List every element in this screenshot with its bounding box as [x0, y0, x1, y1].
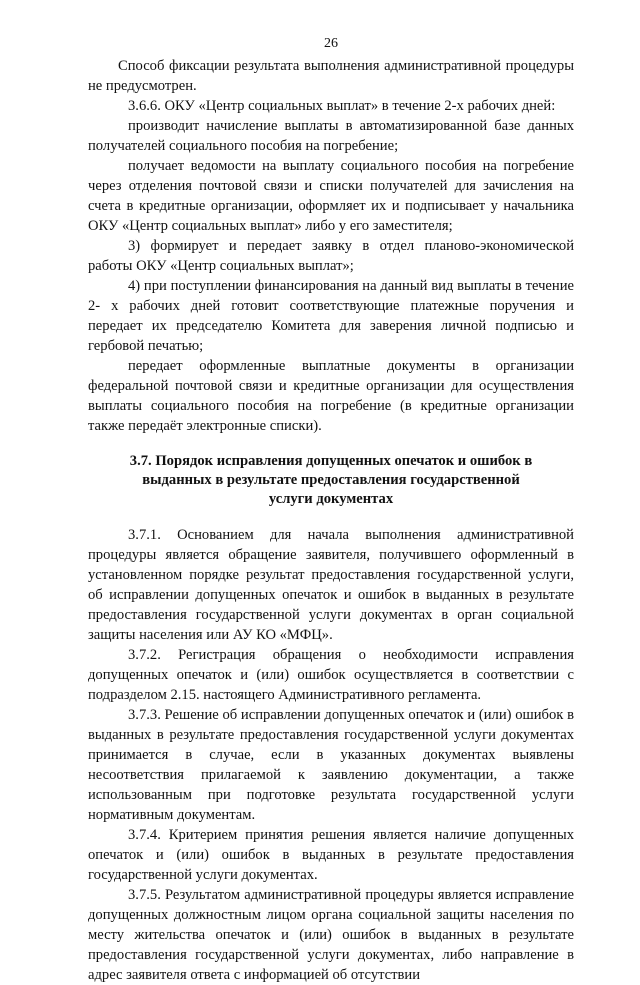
section-heading-line: выданных в результате предоставления государственной: [142, 472, 520, 488]
section-heading-line: услуги документах: [268, 491, 394, 507]
paragraph-receives-statements: получает ведомости на выплату социального пособия на погребение через отделения почтовой связи и списки получателей для зачисления на счета в кредитные организации, оформляет их и подписывает у начальника ОКУ «Центр социальных выплат» либо у его заместителя;: [88, 158, 574, 234]
paragraph-item-3: 3) формирует и передает заявку в отдел планово-экономической работы ОКУ «Центр социальных выплат»;: [88, 238, 574, 274]
paragraph-fixation-method: Способ фиксации результата выполнения административной процедуры не предусмотрен.: [88, 58, 574, 94]
paragraph-item-4: 4) при поступлении финансирования на данный вид выплаты в течение 2- х рабочих дней готовит соответствующие платежные поручения и передает их председателю Комитета для заверения личной подписью и гербовой печатью;: [88, 278, 574, 354]
paragraph-3-7-4: 3.7.4. Критерием принятия решения является наличие допущенных опечаток и (или) ошибок в выданных в результате предоставления государственной услуги документах.: [88, 827, 574, 883]
section-heading-3-7: [88, 452, 574, 509]
paragraph-3-7-5: 3.7.5. Результатом административной процедуры является исправление допущенных должностным лицом органа социальной защиты населения по месту жительства опечаток и (или) ошибок в выданных в результате предоставления государственной услуги документах, либо направление в адрес заявителя ответа с информацией об отсутствии: [88, 887, 574, 983]
paragraph-3-7-3: 3.7.3. Решение об исправлении допущенных опечаток и (или) ошибок в выданных в результате предоставления государственной услуги документах принимается в случае, если в указанных документах выявлены несоответствия прилагаемой к заявлению документации, а также использованным при подготовке результата государственной услуги нормативным документам.: [88, 707, 574, 823]
paragraph-3-7-1: 3.7.1. Основанием для начала выполнения административной процедуры является обращение заявителя, получившего оформленный в установленном порядке результат предоставления государственной услуги, об исправлении допущенных опечаток и ошибок в выданных в результате предоставления государственной услуги документах в орган социальной защиты населения или АУ КО «МФЦ».: [88, 527, 574, 643]
section-heading-line: 3.7. Порядок исправления допущенных опечаток и ошибок в: [129, 453, 533, 469]
paragraph-3-6-6: 3.6.6. ОКУ «Центр социальных выплат» в течение 2-х рабочих дней:: [128, 98, 556, 114]
paragraph-3-7-2: 3.7.2. Регистрация обращения о необходимости исправления допущенных опечаток и (или) ошибок осуществляется в соответствии с подразделом 2.15. настоящего Административного регламента.: [88, 647, 574, 703]
paragraph-transfers-documents: передает оформленные выплатные документы в организации федеральной почтовой связи и кредитные организации для осуществления выплаты социального пособия на погребение (в кредитные организации также передаёт электронные списки).: [88, 358, 574, 434]
paragraph-accrual: производит начисление выплаты в автоматизированной базе данных получателей социального пособия на погребение;: [88, 118, 574, 154]
document-page: [88, 36, 574, 985]
page-number: 26: [324, 36, 338, 51]
